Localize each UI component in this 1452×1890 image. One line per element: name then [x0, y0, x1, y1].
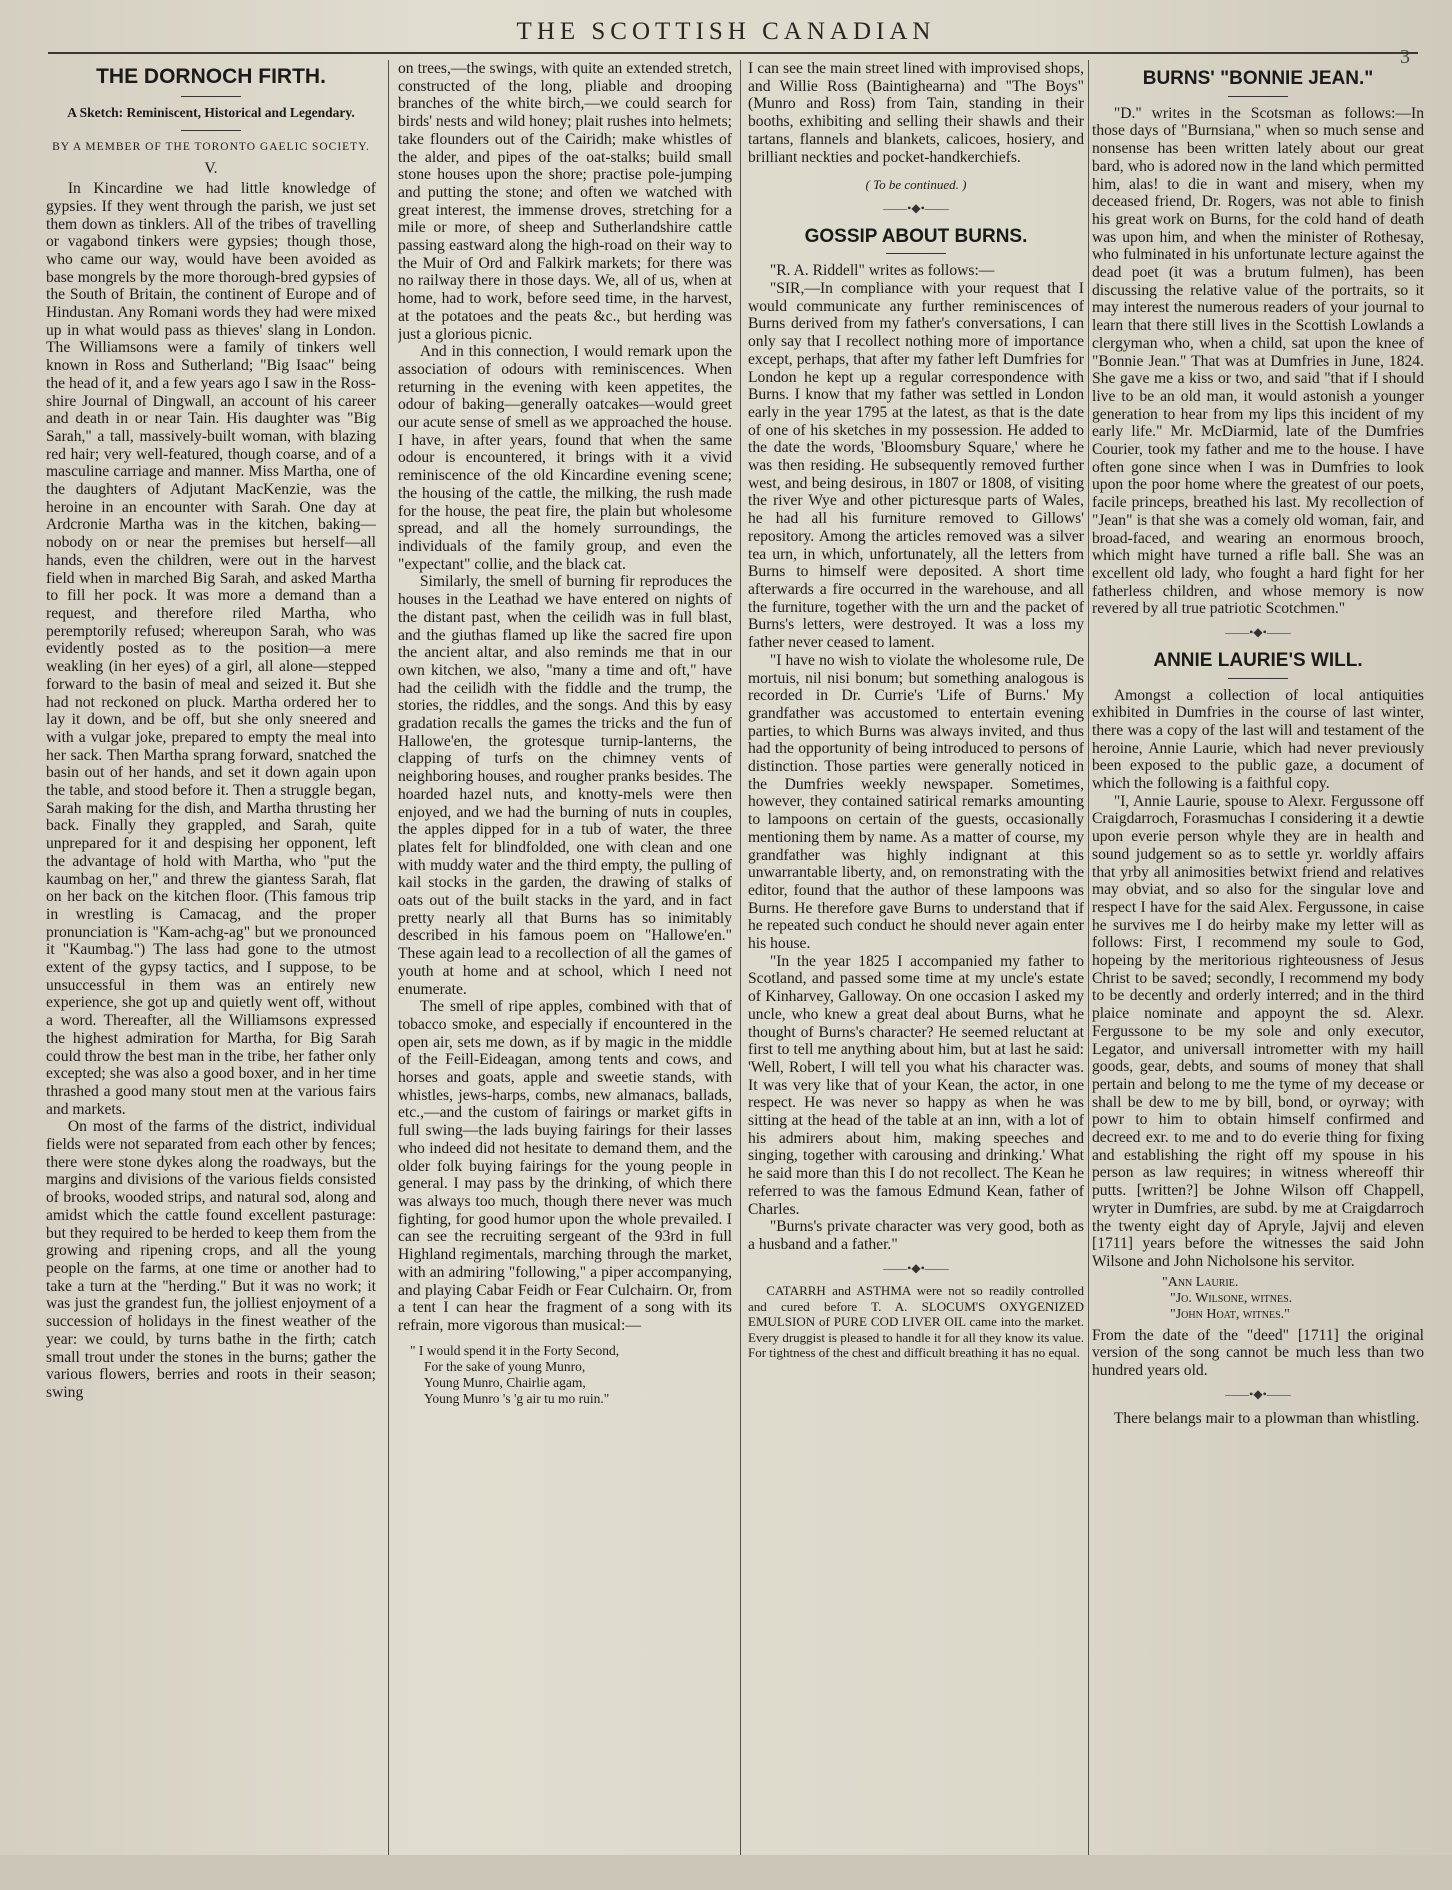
- paragraph: Amongst a collection of local antiquities exhibited in Dumfries in the course of last winter, there was a copy of the last will and testament of the heroine, Annie Laurie, which had never previously been exposed to the public gaze, a document of which the following is a faithful copy.: [1092, 686, 1424, 793]
- paragraph: "R. A. Riddell" writes as follows:—: [769, 262, 995, 280]
- byline: BY A MEMBER OF THE TORONTO GAELIC SOCIETY.: [52, 140, 370, 153]
- column-3: [748, 60, 1084, 1860]
- paragraph: on trees,—the swings, with quite an extended stretch, constructed of the long, pliable and drooping branches of the white birch,—we could search for birds' nests and wild honey; plait rushes into helmets; take flounders out of the Cairidh; make whistles of the alder, and pipes of the oat-stalks; build small stone houses upon the shore; practise pole-jumping and putting the stone; and often we watched with great interest, the immense droves, stretching for a mile or more, of sheep and Sutherlandshire cattle passing eastward along the high-road on their way to the Muir of Ord and Falkirk markets; for there was no railway there in those days. We, all of us, when at home, had to work, before seed time, in the harvest, at the potatoes and the peats &c., but herding was just a glorious picnic.: [398, 60, 732, 343]
- article-title-dornoch: THE DORNOCH FIRTH.: [96, 65, 326, 88]
- paragraph: From the date of the "deed" [1711] the original version of the song cannot be much less than two hundred years old.: [1092, 1326, 1424, 1380]
- paragraph: There belangs mair to a plowman than whistling.: [1113, 1409, 1420, 1427]
- signature-line: "Jo. Wilsone, witnes.: [1170, 1290, 1293, 1306]
- column-rule: [740, 60, 741, 1855]
- paragraph: I can see the main street lined with improvised shops, and Willie Ross (Baintighearna) and "The Boys" (Munro and Ross) from Tain, standing in their booths, exhibiting and selling their shawls and their tartans, flannels and blankets, calicoes, hosiery, and brilliant neckties and pocket-handkerchiefs.: [748, 60, 1084, 166]
- song-verse: [410, 1343, 732, 1407]
- article-title-bonnie-jean: BURNS' "BONNIE JEAN.": [1142, 68, 1374, 89]
- advertisement: CATARRH and ASTHMA were not so readily controlled and cured before T. A. SLOCUM'S OXYGENIZED EMULSION of PURE COD LIVER OIL came into the market. Every druggist is pleased to handle it for all they know its value. For tightness of the chest and difficult breathing it has no equal.: [748, 1283, 1084, 1361]
- page-bottom-edge: [0, 1855, 1452, 1890]
- title-rule: [1228, 96, 1288, 97]
- paragraph: "I, Annie Laurie, spouse to Alexr. Fergussone off Craigdarroch, Forasmuchas I considering it a dewtie upon everie person whyle they are in health and sound judgement so as to settle yr. worldly affairs that yrby all animosities betwixt friend and relatives may obviat, and so also for the singular love and respect I have for the said Alex. Fergussone, in caise he survives me I do heirby make my letter will as follows: First, I recommend my soule to God, hopeing by the meritorious righteousness of Jesus Christ to be saved; secondly, I recommend my body to be decently and orderly interred; and in the third plaice nominate and appoynt the sd. Alexr. Fergussone to be my sole and only executor, Legator, and universall intrometter with my haill goods, gear, debts, and soums of money that shall pertain and belong to me the tyme of my decease or shall be dew to me by bill, bond, or oyrway; with powr to him to obtain himself confirmed and decreed exr. to me and to do everie thing for fixing and establishing the right off my spouse in his person as law requires; in witness whereoff thir putts. [written?] be Johne Wilson off Chappell, wryter in Dumfries, are subd. by me at Craigdarroch the twenty eight day of Apryle, Jajvij and eleven [1711] years before the witnesses the said John Wilsone and John Nicholsone his servitor.: [1092, 792, 1424, 1270]
- article-title-annie-laurie: ANNIE LAURIE'S WILL.: [1153, 649, 1363, 671]
- paragraph: "SIR,—In compliance with your request that I would communicate any further reminiscences of Burns derived from my father's conversations, I can only say that I recollect nothing more of importance except, perhaps, that after my father left Dumfries for London he kept up a regular correspondence with Burns. I know that my father was settled in London early in the year 1795 at the latest, as that is the date of one of his sketches in my possession. He added to the date the words, 'Bloomsbury Square,' where he was then residing. He subsequently removed further west, and being desirous, in 1807 or 1808, of visiting the river Wye and other picturesque parts of Wales, he had all his furniture removed to Gillows' repository. Among the articles removed was a silver tea urn, in which, unfortunately, all the letters from Burns to himself were deposited. A short time afterwards a fire occurred in the warehouse, and all the furniture, together with the urn and the packet of Burns's letters, were destroyed. It was a loss my father never ceased to lament.: [748, 280, 1084, 652]
- signatures: [1162, 1275, 1424, 1323]
- title-rule: [181, 96, 241, 97]
- masthead: THE SCOTTISH CANADIAN: [516, 18, 936, 45]
- column-4: [1092, 60, 1424, 1860]
- verse-line: Young Munro 's 'g air tu mo ruin.": [424, 1390, 610, 1406]
- article-subtitle: A Sketch: Reminiscent, Historical and Legendary.: [67, 104, 355, 120]
- column-1: [46, 60, 376, 1860]
- title-rule: [1228, 678, 1288, 679]
- top-rule: [48, 52, 1418, 54]
- verse-line: " I would spend it in the Forty Second,: [410, 1342, 620, 1358]
- paragraph: "D." writes in the Scotsman as follows:—In those days of "Burnsiana," when so much sense and nonsense has been written lately about our great bard, who is adored now in the land which permitted him, alas! to die in want and misery, when my deceased friend, Dr. Rogers, was not able to finish his great work on Burns, for the cold hand of death was upon him, and when the minister of Rothesay, who fulminated in his unfortunate lecture against the dead poet (it was a brutum fulmen), has been discussing the relative value of the portraits, so it may interest the numerous readers of your journal to learn that there still lives in the Scottish Lowlands a clergyman who, when a child, sat upon the knee of "Bonnie Jean." That was at Dumfries in June, 1824. She gave me a kiss or two, and said "that if I should live to be an old man, it would astonish a younger generation to hear from my lips this incident of my early life." Mr. McDiarmid, late of the Dumfries Courier, took my father and me to the house. I have often gone since when I was in Dumfries to look upon the poor home where the greatest of our poets, facile princeps, breathed his last. My recollection of "Jean" is that she was a comely old woman, fair, and broad-faced, and wearing an enormous brooch, which might have turned a rifle ball. She was an excellent old lady, who fought a hard fight for her fatherless children, and whose memory is now revered by all true patriotic Scotchmen.": [1092, 104, 1424, 618]
- page-number: 3: [1400, 46, 1410, 68]
- part-number: V.: [204, 160, 218, 178]
- paragraph: The smell of ripe apples, combined with that of tobacco smoke, and especially if encountered in the open air, sets me down, as if by magic in the middle of the Feill-Eideagan, among tents and cows, and horses and goats, apple and sweetie stands, with whistles, jews-harps, combs, new almanacs, ballads, etc.,—and the custom of fairings or market gifts in full swing—the lads buying fairings for their lasses who indeed did not hesitate to demand them, and the older folk buying fairings for the young people in general. I may pass by the drinking, of which there was always too much, though there never was much fighting, for good humor upon the whole prevailed. I can see the recruiting sergeant of the 93rd in full Highland regimentals, marching through the market, with an admiring "following," a piper accompanying, and playing Cabar Feidh or Fear Culchairn. Or, from a tent I can hear the fragment of a song with its refrain, more vigorous than musical:—: [398, 998, 732, 1334]
- ornament-divider: ——•◆•——: [1225, 625, 1291, 640]
- ornament-divider: ——•◆•——: [883, 1260, 949, 1275]
- signature-line: "Ann Laurie.: [1162, 1274, 1239, 1290]
- verse-line: For the sake of young Munro,: [424, 1358, 586, 1374]
- column-rule: [1088, 60, 1089, 1855]
- article-title-gossip: GOSSIP ABOUT BURNS.: [804, 225, 1028, 247]
- column-rule: [388, 60, 389, 1855]
- paragraph: In Kincardine we had little knowledge of gypsies. If they went through the parish, we just set them down as tinklers. All of the tribes of travelling or vagabond tinkers were gypsies; though those, who came our way, would have been avoided as base mongrels by the more thorough-bred gypsies of the South of Britain, the continent of Europe and of Hindustan. Any Romani words they had were mixed up in what would pass as thieves' slang in London. The Williamsons were a family of tinkers well known in Ross and Sutherland; "Big Isaac" being the head of it, and a few years ago I saw in the Ross-shire Journal of Dingwall, an account of his career and death in or near Tain. His daughter was "Big Sarah," a tall, massively-built woman, with blazing red hair; very well-featured, though coarse, and of a masculine carriage and manner. Miss Martha, one of the daughters of Adjutant MacKenzie, was the heroine in an encounter with Sarah. One day at Ardcronie Martha was in the kitchen, baking—nobody on or near the premises but herself—all hands, even the children, were out in the harvest field when in marched Big Sarah, and asked Martha to fill her pock. It was more a demand than a request, and therefore riled Martha, who peremptorily refused; whereupon Sarah, who was evidently posted as to the position—a mere weakling (in her eyes) of a girl, all alone—stepped forward to the basin of meal and seized it. But she had not reckoned on pluck. Martha ordered her to lay it down, and be off, but she only sneered and with a vulgar joke, prepared to empty the meal into her sack. Then Martha sprang forward, snatched the basin out of her hands, and set it down again upon the table, and stood before it. Then a struggle began, Sarah making for the dish, and Martha thrusting her back. Finally they grappled, and Sarah, quite unprepared for it and despising her opponent, left the advantage of hold with Martha, who "put the kaumbag on her," and threw the giantess Sarah, flat on her back on the kitchen floor. (This famous trip in wrestling is Camacag, and the proper pronunciation is "Kam-achg-ag" but we pronounced it "Kaumbag.") The lass had gone to the utmost extent of the gypsy tactics, and I suppose, to be unsuccessful in them was an entirely new experience, she got up and quietly went off, without a word. Thereafter, all the Williamsons expressed the highest admiration for Martha, for Big Sarah could throw the best man in the tribe, her father only excepted; she was also a good boxer, and in her time thrashed a good many stout men at the various fairs and markets.: [46, 180, 376, 1118]
- signature-line: "John Hoat, witnes.": [1170, 1306, 1290, 1322]
- paragraph: "I have no wish to violate the wholesome rule, De mortuis, nil nisi bonum; but something analogous is recorded in Dr. Currie's 'Life of Burns.' My grandfather was accustomed to entertain evening parties, to which Burns was always invited, and thus had the opportunity of being introduced to persons of distinction. Those parties were generally noticed in the Dumfries weekly newspaper. Sometimes, however, they contained satirical remarks amounting to lampoons on certain of the guests, occasionally mentioning them by name. As a matter of course, my grandfather was highly indignant at this unwarrantable liberty, and, on remonstrating with the editor, found that the author of these lampoons was Burns. He therefore gave Burns to understand that if he repeated such conduct he should never again enter his house.: [748, 651, 1084, 953]
- verse-line: Young Munro, Chairlie agam,: [424, 1374, 586, 1390]
- paragraph: "Burns's private character was very good, both as a husband and a father.": [748, 1218, 1084, 1253]
- paragraph: On most of the farms of the district, individual fields were not separated from each other by fences; there were stone dykes along the roadways, but the margins and divisions of the various fields consisted of brooks, wooded strips, and natural sod, along and amidst which the cattle found excellent pasturage: but they required to be herded to keep them from the growing and ripening crops, and all the young people on the farms, at one time or another had to take a turn at the "herding." But it was no work; it was just the grandest fun, the jolliest enjoyment of a succession of holidays in the finest weather of the year: we could, by turns bathe in the firth; catch small trout under the stones in the burns; gather the various flowers, berries and roots in their season; swing: [46, 1118, 376, 1401]
- ornament-divider: ——•◆•——: [883, 200, 949, 215]
- paragraph: Similarly, the smell of burning fir reproduces the houses in the Leathad we have entered on nights of the distant past, when the ceilidh was in full blast, and the giuthas flamed up like the sacred fire upon the ancient altar, and also reminds me that in our own kitchen, we also, "many a time and oft," have had the ceilidh with the fiddle and the trump, the stories, the riddles, and the songs. And this by easy gradation recalls the games the tricks and the fun of Hallowe'en, the grotesque turnip-lanterns, the clapping of turfs on the chimney vents of neighboring houses, and rougher pranks besides. The hoarded hazel nuts, and knotty-mels were then enjoyed, and we had the burning of nuts in couples, the apples dipped for in a tub of water, the three plates felt for blindfolded, one with clean and one with muddy water and the third empty, the pulling of kail stocks in the garden, the drawing of stalks of oats out of the built stacks in the yard, and in fact pretty nearly all that Burns has so inimitably described in his famous poem on "Hallowe'en." These again lead to a recollection of all the games of youth at home and at school, which I need not enumerate.: [398, 573, 732, 998]
- paragraph: "In the year 1825 I accompanied my father to Scotland, and passed some time at my uncle's estate of Kinharvey, Galloway. On one occasion I asked my uncle, who knew a great deal about Burns, what he thought of Burns's character? He seemed reluctant at first to tell me anything about him, but at last he said: 'Well, Robert, I will tell you what his character was. It was very like that of your Kean, the actor, in one respect. He was never so happy as when he was sitting at the head of the table at an inn, with a lot of his admirers about him, making speeches and singing, together with carousing and drinking.' What he said more than this I do not recollect. The Kean he referred to was the famous Edmund Kean, father of Charles.: [748, 952, 1084, 1218]
- paragraph: And in this connection, I would remark upon the association of odours with reminiscences. When returning in the evening with keen appetites, the odour of baking—generally oatcakes—would greet our acute sense of smell as we approached the house. I have, in after years, found that when the same odour is encountered, it brings with it a vivid reminiscence of the old Kincardine evening scene; the housing of the cattle, the milking, the rush made for the house, the peat fire, the plain but wholesome spread, and all the homely surroundings, the individuals of the family group, and even the "expectant" collie, and the black cat.: [398, 343, 732, 573]
- subtitle-rule: [181, 130, 241, 131]
- title-rule: [886, 253, 946, 254]
- ornament-divider: ——•◆•——: [1225, 1386, 1291, 1401]
- column-2: [398, 60, 732, 1860]
- to-be-continued: ( To be continued. ): [865, 177, 967, 193]
